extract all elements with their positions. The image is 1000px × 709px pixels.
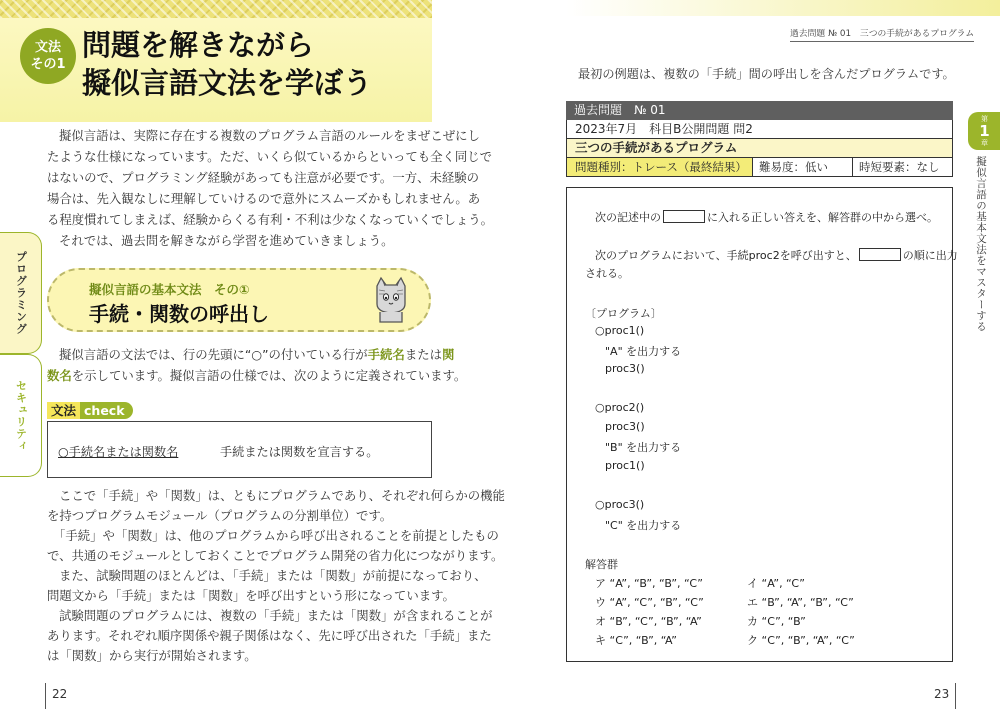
code-line: "C" を出力する bbox=[605, 519, 682, 532]
badge-line1: 文法 bbox=[34, 40, 61, 55]
tab-programming-label: プログラミング bbox=[14, 251, 28, 335]
answer-value: “A”, “C” bbox=[761, 577, 805, 590]
explanation-line: を持つプログラムモジュール（プログラムの分割単位）です。 bbox=[47, 508, 393, 523]
question-box bbox=[566, 187, 958, 662]
answer-key: オ bbox=[595, 615, 606, 628]
example-intro: 最初の例題は、複数の「手続」間の呼出しを含んだプログラムです。 bbox=[578, 67, 955, 81]
answer-key: イ bbox=[747, 577, 758, 590]
intro-line: たような仕様になっています。ただ、いくら似ているからといっても全く同じで bbox=[47, 149, 493, 164]
syntax-text: 擬似言語の文法では、行の先頭に“○”の付いている行が bbox=[59, 347, 368, 362]
grammar-badge bbox=[20, 28, 76, 84]
title-line2: 擬似言語文法を学ぼう bbox=[82, 66, 373, 100]
code-line: ○proc2() bbox=[595, 401, 645, 414]
explanation-line: ここで「手続」や「関数」は、ともにプログラムであり、それぞれ何らかの機能 bbox=[59, 488, 505, 503]
cat-icon bbox=[371, 276, 411, 328]
section-subtitle: 擬似言語の基本文法 その① bbox=[89, 282, 250, 297]
answer-option bbox=[595, 632, 677, 648]
answer-value: “A”, “B”, “B”, “C” bbox=[609, 577, 703, 590]
check-label-prefix: 文法 bbox=[47, 402, 80, 419]
explanation-line: 試験問題のプログラムには、複数の「手続」または「関数」が含まれることが bbox=[59, 608, 493, 623]
syntax-text: または bbox=[404, 347, 442, 362]
intro-line: 場合は、先入観なしに理解していけるので意外にスムーズかもしれません。あ bbox=[47, 191, 481, 206]
code-line: ○proc1() bbox=[595, 324, 645, 337]
tab-programming[interactable] bbox=[0, 232, 42, 354]
answer-option bbox=[595, 575, 703, 591]
answer-key: キ bbox=[595, 634, 606, 647]
code-line: proc3() bbox=[605, 420, 645, 433]
answer-value: “C”, “B”, “A”, “C” bbox=[761, 634, 855, 647]
question-statement bbox=[595, 247, 958, 263]
answer-option bbox=[747, 613, 806, 629]
page-rule-left bbox=[45, 683, 46, 709]
answer-option bbox=[747, 575, 805, 591]
instruction-text: 次の記述中の bbox=[595, 211, 661, 224]
chapter-title: 擬似言語の基本文法をマスターする bbox=[975, 156, 987, 332]
tab-security[interactable] bbox=[0, 354, 42, 477]
page-title bbox=[82, 26, 372, 102]
side-tabs bbox=[0, 232, 42, 477]
past-question-title: 三つの手続があるプログラム bbox=[566, 139, 953, 158]
past-question-meta bbox=[566, 158, 953, 177]
answer-blank bbox=[859, 248, 901, 261]
highlight-procedure-name: 手続名 bbox=[367, 347, 405, 362]
past-question-table bbox=[566, 101, 953, 177]
answer-option bbox=[747, 632, 855, 648]
page-number-left: 22 bbox=[52, 687, 68, 701]
answer-value: “C”, “B”, “A” bbox=[609, 634, 677, 647]
past-question-header: 過去問題 № 01 bbox=[566, 101, 953, 120]
header-band-right bbox=[566, 0, 1000, 16]
question-type: 問題種別：トレース（最終結果） bbox=[567, 158, 753, 176]
highlight-function-name: 関 bbox=[441, 347, 455, 362]
header-pattern bbox=[0, 0, 432, 18]
syntax-text: を示しています。擬似言語の仕様では、次のように定義されています。 bbox=[71, 368, 467, 383]
section-title: 手続・関数の呼出し bbox=[89, 302, 269, 326]
answer-key: ウ bbox=[595, 596, 606, 609]
instruction-text: に入れる正しい答えを、解答群の中から選べ。 bbox=[707, 211, 938, 224]
chapter-prefix: 第 bbox=[981, 115, 988, 123]
explanation-line: また、試験問題のほとんどは、「手続」または「関数」が前提になっており、 bbox=[59, 568, 487, 583]
syntax-paragraph bbox=[47, 344, 466, 386]
explanation-line: 問題文から「手続」または「関数」を呼び出すという形になっています。 bbox=[47, 588, 455, 603]
explanation-paragraph bbox=[47, 486, 505, 666]
chapter-suffix: 章 bbox=[981, 139, 988, 147]
code-line: proc1() bbox=[605, 459, 645, 472]
section-heading-box bbox=[47, 268, 431, 332]
grammar-check-label bbox=[47, 402, 133, 419]
answer-value: “C”, “B” bbox=[761, 615, 806, 628]
answer-key: エ bbox=[747, 596, 758, 609]
code-line: ○proc3() bbox=[595, 498, 645, 511]
answer-value: “B”, “A”, “B”, “C” bbox=[761, 596, 854, 609]
past-question-exam: 2023年7月 科目B公開問題 問2 bbox=[566, 120, 953, 139]
answer-blank bbox=[663, 210, 705, 223]
answer-label: 解答群 bbox=[585, 558, 618, 571]
statement-text: される。 bbox=[585, 267, 629, 280]
intro-paragraph bbox=[47, 125, 493, 251]
time-saving: 時短要素：なし bbox=[859, 160, 940, 174]
code-line: "B" を出力する bbox=[605, 441, 682, 454]
check-label-suffix: check bbox=[80, 402, 133, 419]
grammar-term: ○手続名または関数名 bbox=[58, 445, 179, 459]
intro-line: それでは、過去問を解きながら学習を進めていきましょう。 bbox=[59, 233, 394, 248]
answer-option bbox=[595, 594, 704, 610]
code-line: "A" を出力する bbox=[605, 345, 682, 358]
explanation-line: 「手続」や「関数」は、他のプログラムから呼び出されることを前提としたもの bbox=[53, 528, 499, 543]
chapter-tab[interactable] bbox=[968, 112, 1000, 150]
answer-key: カ bbox=[747, 615, 758, 628]
question-instruction bbox=[595, 209, 938, 225]
program-label: 〔プログラム〕 bbox=[585, 307, 662, 320]
explanation-line: は「関数」から実行が開始されます。 bbox=[47, 648, 257, 663]
grammar-definition: 手続または関数を宣言する。 bbox=[220, 445, 379, 459]
answer-value: “B”, “C”, “B”, “A” bbox=[609, 615, 702, 628]
running-head: 過去問題 № 01 三つの手続があるプログラム bbox=[790, 26, 974, 42]
answer-value: “A”, “C”, “B”, “C” bbox=[609, 596, 704, 609]
badge-line2: その1 bbox=[30, 57, 66, 72]
answer-key: ア bbox=[595, 577, 606, 590]
statement-text: の順に出力 bbox=[902, 249, 958, 262]
page-number-right: 23 bbox=[934, 687, 950, 701]
page-rule-right bbox=[955, 683, 956, 709]
answer-key: ク bbox=[747, 634, 758, 647]
grammar-check-box bbox=[47, 421, 432, 478]
title-line1: 問題を解きながら bbox=[82, 28, 315, 62]
statement-text: 次のプログラムにおいて、手続proc2を呼び出すと、 bbox=[595, 249, 857, 262]
intro-line: はないので、プログラミング経験があっても注意が必要です。一方、未経験の bbox=[47, 170, 480, 185]
difficulty: 難易度：低い bbox=[753, 158, 853, 176]
chapter-number: 1 bbox=[979, 122, 990, 140]
intro-line: る程度慣れてしまえば、経験からくる有利・不利は少なくなっていくでしょう。 bbox=[47, 212, 494, 227]
highlight-function-name: 数名 bbox=[47, 368, 72, 383]
intro-line: 擬似言語は、実際に存在する複数のプログラム言語のルールをまぜこぜにし bbox=[59, 128, 480, 143]
answer-option bbox=[595, 613, 702, 629]
explanation-line: あります。それぞれ順序関係や親子関係はなく、先に呼び出された「手続」また bbox=[47, 628, 492, 643]
explanation-line: で、共通のモジュールとしておくことでプログラム開発の省力化につながります。 bbox=[47, 548, 504, 563]
answer-option bbox=[747, 594, 854, 610]
code-line: proc3() bbox=[605, 362, 645, 375]
tab-security-label: セキュリティ bbox=[14, 379, 28, 452]
